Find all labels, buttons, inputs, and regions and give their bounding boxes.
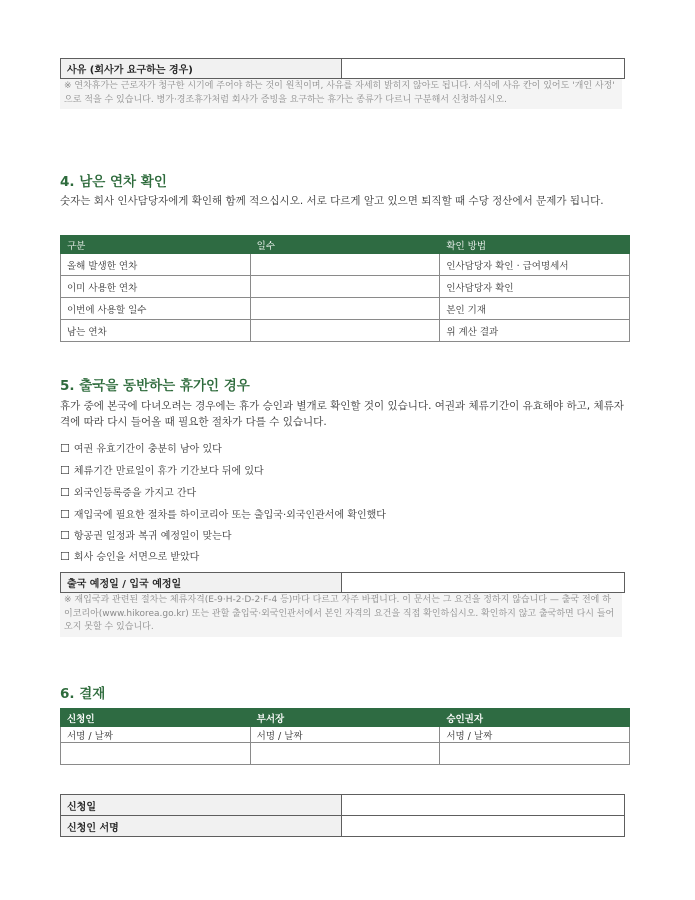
days-field[interactable]: [250, 276, 440, 298]
application-footer: [60, 794, 625, 837]
days-field[interactable]: [250, 298, 440, 320]
reason-table: [60, 58, 625, 79]
table-row: [61, 298, 630, 320]
section-5-title: 5. 출국을 동반하는 휴가인 경우: [60, 378, 250, 394]
checkbox-icon[interactable]: ☐: [60, 486, 70, 499]
col-header-approver: 승인권자: [440, 709, 630, 727]
row-label: 이번에 사용할 일수: [61, 298, 251, 320]
section-4-title: 4. 남은 연차 확인: [60, 174, 167, 190]
table-row: [61, 727, 630, 743]
travel-date-section: [60, 572, 625, 637]
checklist-label: 회사 승인을 서면으로 받았다: [73, 552, 200, 563]
checkbox-icon[interactable]: ☐: [60, 508, 70, 521]
checklist-label: 체류기간 만료일이 휴가 기간보다 뒤에 있다: [73, 466, 264, 477]
leave-balance-section: [60, 235, 630, 342]
checklist-item[interactable]: [60, 527, 232, 542]
checkbox-icon[interactable]: ☐: [60, 529, 70, 542]
leave-balance-table: [60, 235, 630, 342]
checklist-item[interactable]: [60, 440, 222, 455]
reason-note: ※ 연차휴가는 근로자가 청구한 시기에 주어야 하는 것이 원칙이며, 사유를 자세히 밝히지 않아도 됩니다. 서식에 사유 칸이 있어도 '개인 사정' 으로 적을 수 있습니다. 병가·경조휴가처럼 회사가 증빙을 요구하는 휴가는 종류가 다르니 구분해서 신청하십시오.: [60, 79, 622, 109]
row-method: 인사담당자 확인: [440, 276, 630, 298]
row-method: 위 계산 결과: [440, 320, 630, 342]
reason-section: [60, 58, 625, 109]
travel-date-field[interactable]: [342, 573, 625, 593]
days-field[interactable]: [250, 254, 440, 276]
col-header-dept-head: 부서장: [250, 709, 440, 727]
travel-date-label: 출국 예정일 / 입국 예정일: [61, 573, 342, 593]
checklist-item[interactable]: [60, 506, 386, 521]
checklist-label: 여권 유효기간이 충분히 남아 있다: [73, 444, 222, 455]
table-row: [61, 254, 630, 276]
application-date-field[interactable]: [342, 795, 625, 816]
reentry-note: ※ 재입국과 관련된 절차는 체류자격(E-9·H-2·D-2·F-4 등)마다 다르고 자주 바뀝니다. 이 문서는 그 요건을 정하지 않습니다 — 출국 전에 하이코리아(www.hikorea.go.kr) 또는 관할 출입국·외국인관서에서 본인 자격의 요건을 직접 확인하십시오. 확인하지 않고 출국하면 다시 들어오지 못할 수 있습니다.: [60, 593, 622, 637]
col-header-category: 구분: [61, 236, 251, 254]
application-table: [60, 794, 625, 837]
checkbox-icon[interactable]: ☐: [60, 464, 70, 477]
applicant-signature-label: 신청인 서명: [61, 816, 342, 837]
reason-label: 사유 (회사가 요구하는 경우): [61, 59, 342, 79]
checklist-item[interactable]: [60, 484, 196, 499]
row-label: 이미 사용한 연차: [61, 276, 251, 298]
applicant-sign-field[interactable]: [61, 743, 251, 765]
days-field[interactable]: [250, 320, 440, 342]
table-row: [61, 743, 630, 765]
checklist-label: 외국인등록증을 가지고 간다: [73, 488, 197, 499]
checkbox-icon[interactable]: ☐: [60, 442, 70, 455]
checklist-item[interactable]: [60, 462, 264, 477]
sign-date-label: 서명 / 날짜: [61, 727, 251, 743]
section-6-title: 6. 결재: [60, 686, 106, 702]
checklist-item[interactable]: [60, 548, 199, 563]
row-label: 올해 발생한 연차: [61, 254, 251, 276]
application-date-label: 신청일: [61, 795, 342, 816]
row-method: 본인 기재: [440, 298, 630, 320]
col-header-days: 일수: [250, 236, 440, 254]
approval-section: [60, 708, 630, 765]
section-5-desc: 휴가 중에 본국에 다녀오려는 경우에는 휴가 승인과 별개로 확인할 것이 있습니다. 여권과 체류기간이 유효해야 하고, 체류자격에 따라 다시 들어올 때 필요한 절차가 다를 수 있습니다.: [60, 400, 624, 428]
col-header-applicant: 신청인: [61, 709, 251, 727]
row-method: 인사담당자 확인 · 급여명세서: [440, 254, 630, 276]
reason-field[interactable]: [342, 59, 625, 79]
table-row: [61, 320, 630, 342]
travel-date-table: [60, 572, 625, 593]
checklist-label: 재입국에 필요한 절차를 하이코리아 또는 출입국·외국인관서에 확인했다: [73, 510, 386, 521]
applicant-signature-field[interactable]: [342, 816, 625, 837]
checklist-label: 항공권 일정과 복귀 예정일이 맞는다: [73, 531, 232, 542]
table-row: [61, 276, 630, 298]
checkbox-icon[interactable]: ☐: [60, 550, 70, 563]
sign-date-label: 서명 / 날짜: [250, 727, 440, 743]
sign-date-label: 서명 / 날짜: [440, 727, 630, 743]
approver-sign-field[interactable]: [440, 743, 630, 765]
dept-head-sign-field[interactable]: [250, 743, 440, 765]
approval-table: [60, 708, 630, 765]
row-label: 남는 연차: [61, 320, 251, 342]
col-header-method: 확인 방법: [440, 236, 630, 254]
section-4-desc: 숫자는 회사 인사담당자에게 확인해 함께 적으십시오. 서로 다르게 알고 있으면 퇴직할 때 수당 정산에서 문제가 됩니다.: [60, 195, 604, 207]
